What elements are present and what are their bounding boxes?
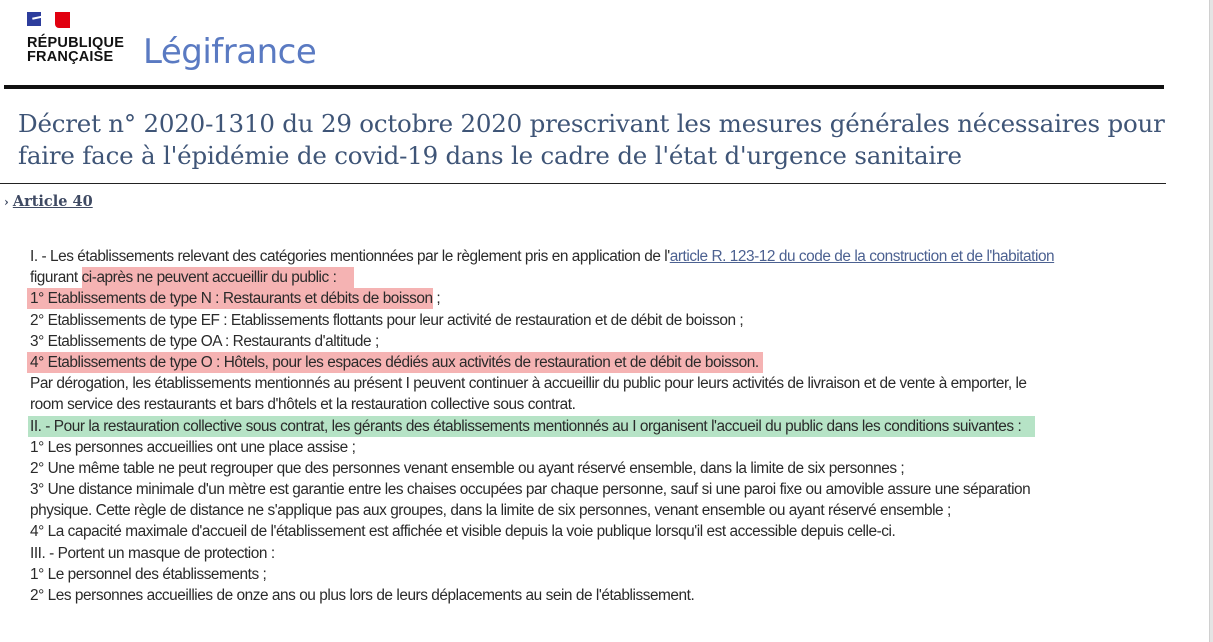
list-item: 1° Le personnel des établissements ; [30, 565, 267, 583]
marianne-flag-icon [27, 12, 73, 28]
list-item: physique. Cette règle de distance ne s'applique pas aux groupes, dans la limite de six personnes, venant ensemble ou ayant réservé ensemble ; [30, 502, 951, 520]
list-item [30, 352, 1170, 373]
highlight-red: 4° Etablissements de type O : Hôtels, pour les espaces dédiés aux activités de restauration et de débit de boisson. [27, 352, 763, 373]
paragraph-line [30, 416, 1170, 437]
title-divider [0, 183, 1166, 184]
chevron-right-icon: › [4, 195, 9, 209]
highlight-green: II. - Pour la restauration collective sous contrat, les gérants des établissements mentionnés au I organisent l'accueil du public dans les conditions suivantes : [28, 416, 1035, 437]
republique-francaise-logo[interactable] [27, 36, 124, 64]
legifrance-brand[interactable]: Légifrance [143, 32, 317, 72]
list-item: 2° Les personnes accueillies de onze ans ou plus lors de leurs déplacements au sein de l'établissement. [30, 587, 695, 604]
list-item: 2° Une même table ne peut regrouper que des personnes venant ensemble ou ayant réservé ensemble, dans la limite de six personnes ; [30, 459, 905, 477]
republic-line-1: RÉPUBLIQUE [27, 35, 125, 51]
list-item: 1° Les personnes accueillies ont une place assise ; [30, 438, 356, 456]
scrollbar-edge [1209, 0, 1213, 642]
list-item: 2° Etablissements de type EF : Etablissements flottants pour leur activité de restauration et de débit de boisson ; [30, 311, 744, 329]
list-item: 3° Une distance minimale d'un mètre est garantie entre les chaises occupées par chaque personne, sauf si une paroi fixe ou amovible assure une séparation [30, 481, 1031, 499]
page-title: Décret n° 2020-1310 du 29 octobre 2020 prescrivant les mesures générales nécessaires pour faire face à l'épidémie de covid-19 dans le cadre de l'état d'urgence sanitaire [18, 109, 1165, 170]
paragraph-line: room service des restaurants et bars d'hôtels et la restauration collective sous contrat. [30, 396, 576, 414]
text: ; [432, 290, 441, 308]
article-link-label[interactable]: Article 40 [12, 193, 93, 210]
paragraph-line: Par dérogation, les établissements mentionnés au présent I peuvent continuer à accueillir du public pour leurs activités de livraison et de vente à emporter, le [30, 375, 1027, 393]
code-construction-link[interactable]: article R. 123-12 du code de la construction et de l'habitation [669, 248, 1055, 265]
list-item [30, 288, 1170, 309]
article-link[interactable] [4, 193, 93, 210]
text: figurant [30, 269, 82, 287]
list-item: 3° Etablissements de type OA : Restaurants d'altitude ; [30, 332, 379, 350]
header-divider [4, 85, 1164, 89]
paragraph-line [30, 267, 1170, 288]
list-item: 4° La capacité maximale d'accueil de l'établissement est affichée et visible depuis la voie publique lorsqu'il est accessible depuis celle-ci. [30, 523, 896, 541]
text: I. - Les établissements relevant des catégories mentionnées par le règlement pris en application de l' [30, 248, 670, 265]
article-body [30, 246, 1170, 606]
highlight-red: ci-après ne peuvent accueillir du public : [82, 267, 355, 288]
paragraph-line: III. - Portent un masque de protection : [30, 544, 275, 562]
paragraph-line [30, 246, 1170, 267]
republic-line-2: FRANÇAISE [27, 49, 114, 65]
highlight-red: 1° Etablissements de type N : Restaurants et débits de boisson [27, 288, 433, 309]
